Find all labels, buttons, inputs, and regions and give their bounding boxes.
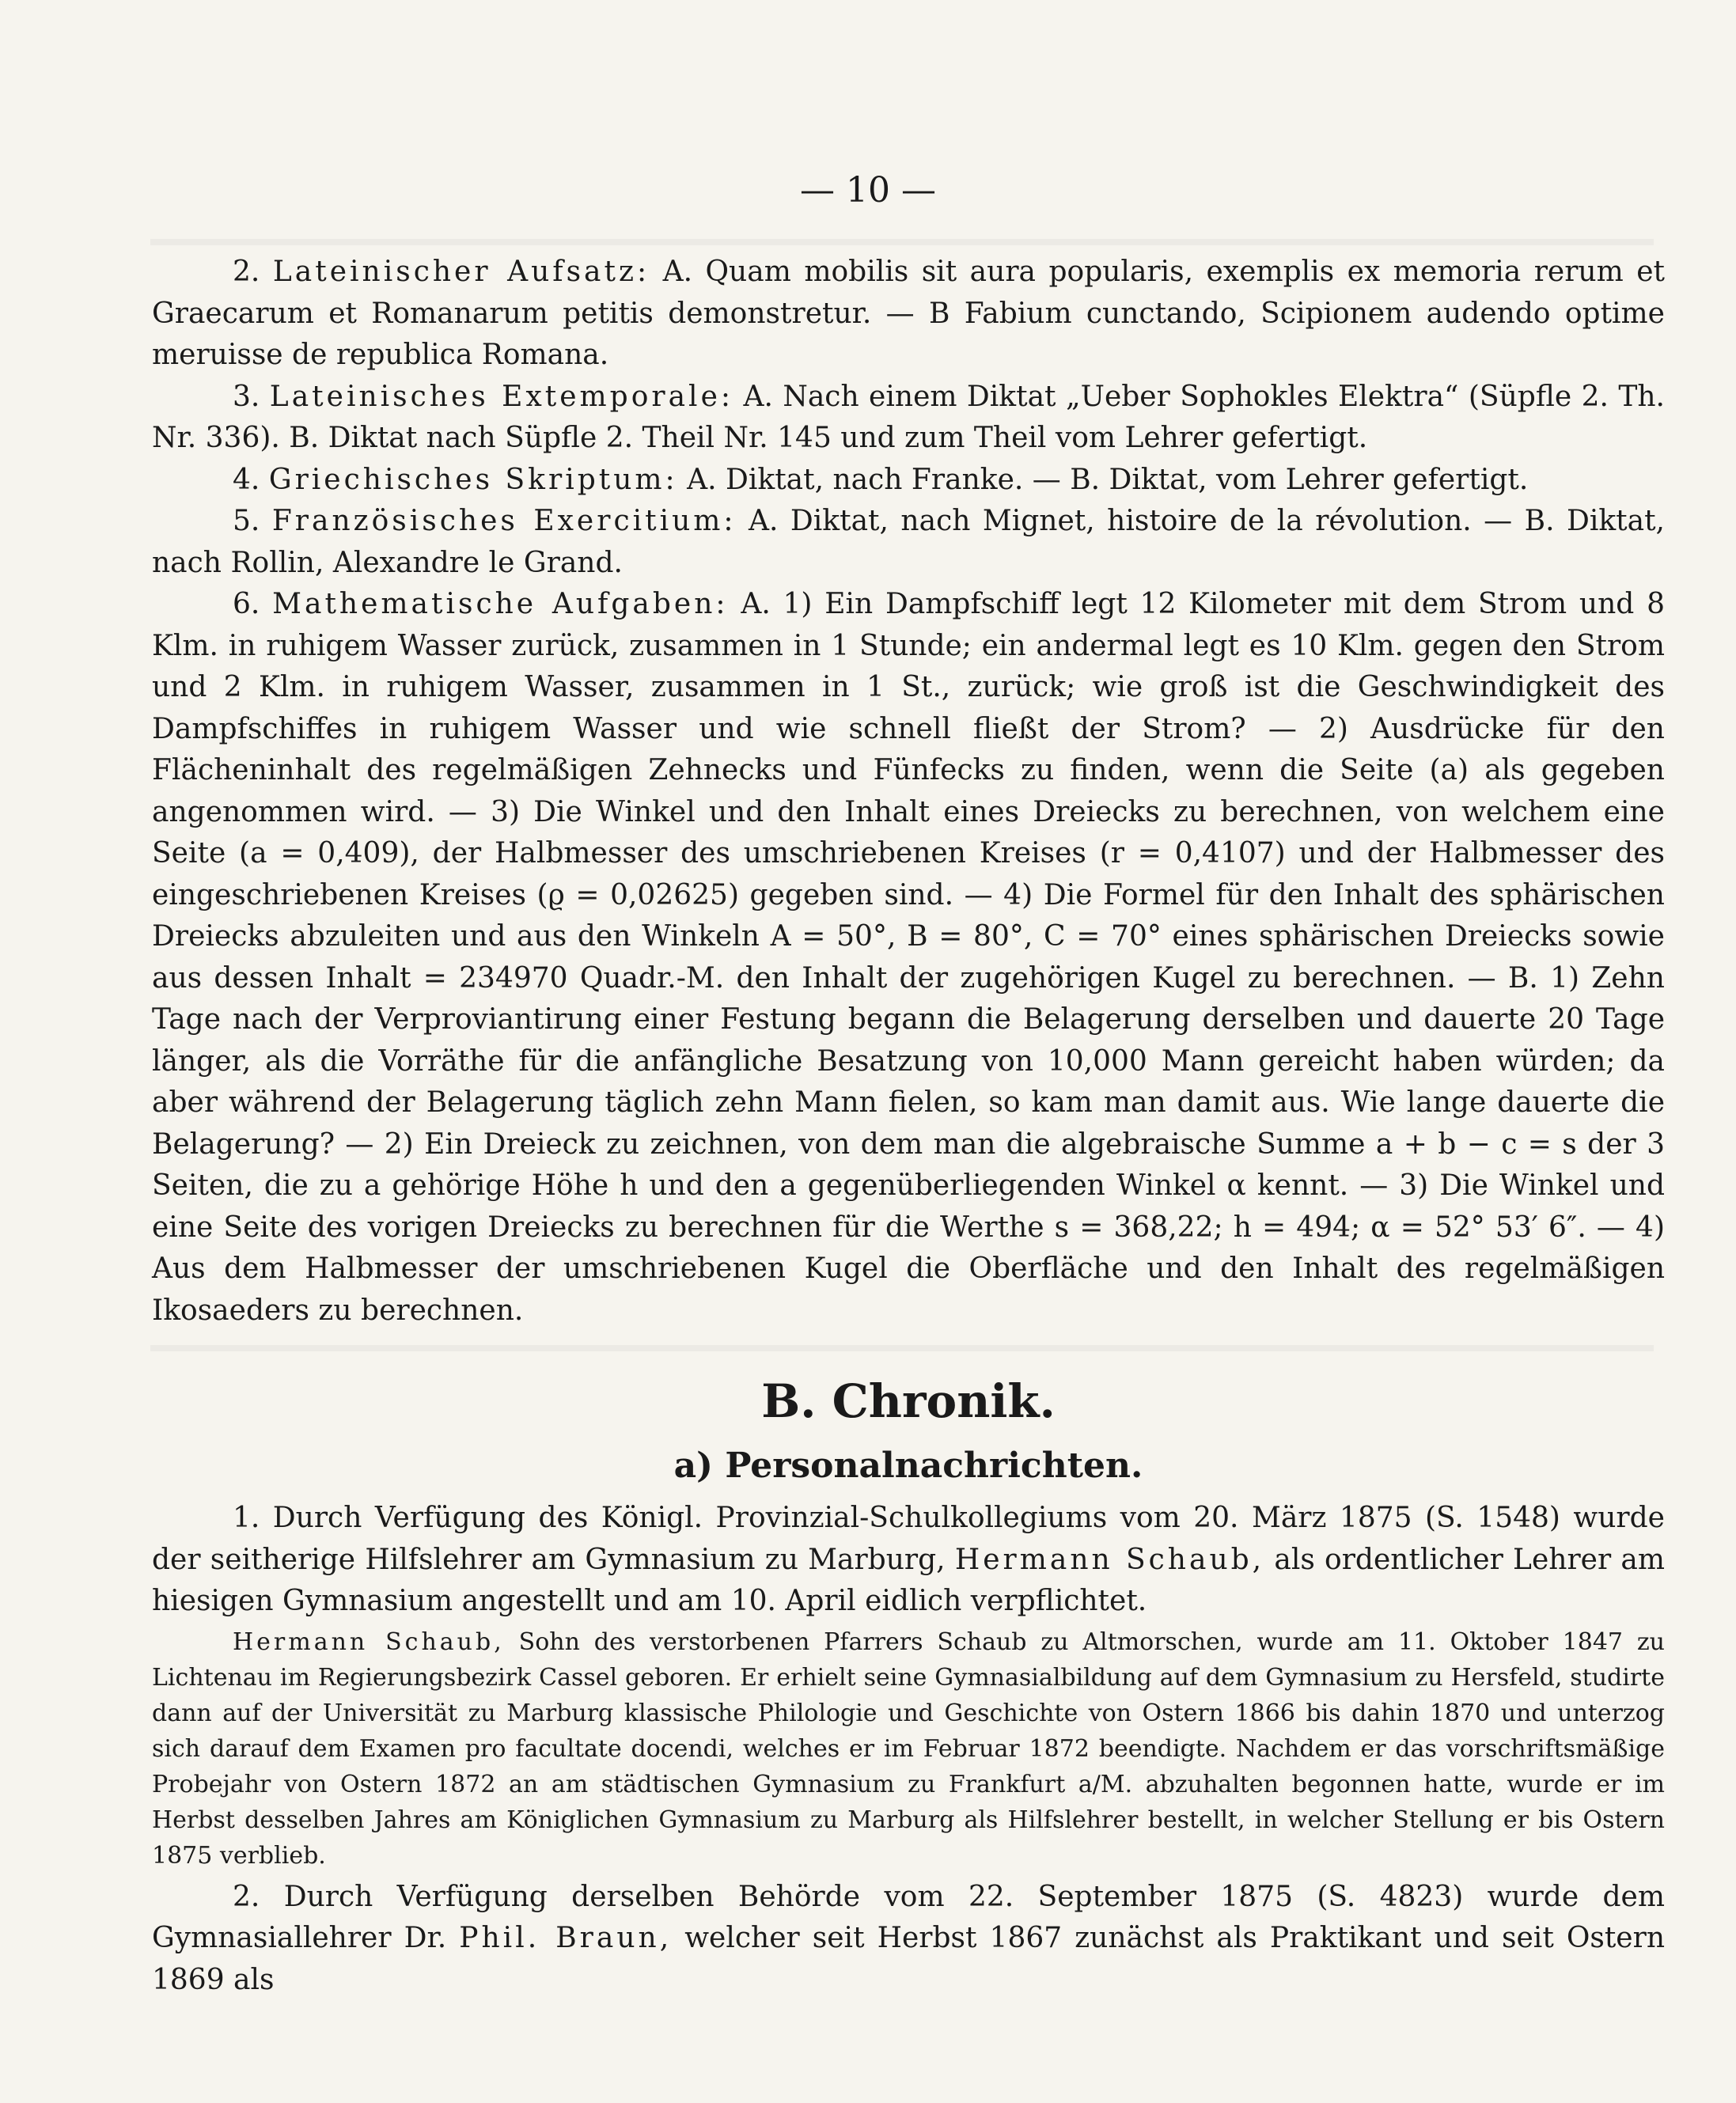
- chronik-item-2: [152, 1877, 1665, 2002]
- task-text: A. Nach einem Diktat „Ueber Sophokles Elektra“ (Süpfle 2. Th. Nr. 336). B. Diktat nach Süpfle 2. Theil Nr. 145 und zum Theil vom Lehrer gefertigt.: [152, 380, 1665, 454]
- item-tail: welcher seit Herbst 1867 zunächst als Praktikant und seit Ostern 1869 als: [152, 1922, 1666, 1996]
- item-tail: als ordentlicher Lehrer am hiesigen Gymnasium angestellt und am 10. April eidlich verpflichtet.: [152, 1543, 1665, 1617]
- bio-text: Sohn des verstorbenen Pfarrers Schaub zu Altmorschen, wurde am 11. Oktober 1847 zu Lichtenau im Regierungsbezirk Cassel geboren. Er erhielt seine Gymnasialbildung auf dem Gymnasium zu Hersfeld, studirte dann auf der Universität zu Marburg klassische Philologie und Geschichte von Ostern 1866 bis dahin 1870 und unterzog sich darauf dem Examen pro facultate docendi, welches er im Februar 1872 beendigte. Nachdem er das vorschriftsmäßige Probejahr von Ostern 1872 an am städtischen Gymnasium zu Frankfurt a/M. abzuhalten begonnen hatte, wurde er im Herbst desselben Jahres am Königlichen Gymnasium zu Marburg als Hilfslehrer bestellt, in welcher Stellung er bis Ostern 1875 verblieb.: [152, 1627, 1666, 1870]
- bleed-through-shadow: [150, 239, 1654, 245]
- bio-name: Hermann Schaub,: [233, 1627, 505, 1656]
- task-title: Mathematische Aufgaben:: [272, 588, 729, 620]
- exam-task-latin-extemporale: [152, 377, 1665, 460]
- exam-task-greek-skriptum: [152, 460, 1665, 502]
- item-lead: 1. Durch Verfügung des Königl. Provinzial-Schulkollegiums vom 20. März 1875 (S. 1548) wurde der seitherige Hilfslehrer am Gymnasium zu Marburg,: [152, 1502, 1665, 1576]
- task-title: Griechisches Skriptum:: [268, 463, 678, 496]
- task-title: Lateinisches Extemporale:: [269, 380, 734, 413]
- task-number: 5.: [233, 505, 260, 537]
- task-text: A. Quam mobilis sit aura popularis, exemplis ex memoria rerum et Graecarum et Romanarum petitis demonstretur. — B Fabium cunctando, Scipionem audendo optime meruisse de republica Romana.: [152, 256, 1666, 371]
- task-number: 4.: [233, 463, 260, 496]
- task-text: A. 1) Ein Dampfschiff legt 12 Kilometer mit dem Strom und 8 Klm. in ruhigem Wasser zurück, zusammen in 1 Stunde; ein andermal legt es 10 Klm. gegen den Strom und 2 Klm. in ruhigem Wasser, zusammen in 1 St., zurück; wie groß ist die Geschwindigkeit des Dampfschiffes in ruhigem Wasser und wie schnell fließt der Strom? — 2) Ausdrücke für den Flächeninhalt des regelmäßigen Zehnecks und Fünfecks zu finden, wenn die Seite (a) als gegeben angenommen wird. — 3) Die Winkel und den Inhalt eines Dreiecks zu berechnen, von welchem eine Seite (a = 0,409), der Halbmesser des umschriebenen Kreises (r = 0,4107) und der Halbmesser des eingeschriebenen Kreises (ϱ = 0,02625) gegeben sind. — 4) Die Formel für den Inhalt des sphärischen Dreiecks abzuleiten und aus den Winkeln A = 50°, B = 80°, C = 70° eines sphärischen Dreiecks sowie aus dessen Inhalt = 234970 Quadr.-M. den Inhalt der zugehörigen Kugel zu berechnen. — B. 1) Zehn Tage nach der Verproviantirung einer Festung begann die Belagerung derselben und dauerte 20 Tage länger, als die Vorräthe für die anfängliche Besatzung von 10,000 Mann gereicht haben würden; da aber während der Belagerung täglich zehn Mann fielen, so kam man damit aus. Wie lange dauerte die Belagerung? — 2) Ein Dreieck zu zeichnen, von dem man die algebraische Summe a + b − c = s der 3 Seiten, die zu a gehörige Höhe h und den a gegenüberliegenden Winkel α kennt. — 3) Die Winkel und eine Seite des vorigen Dreiecks zu berechnen für die Werthe s = 368,22; h = 494; α = 52° 53′ 6″. — 4) Aus dem Halbmesser der umschriebenen Kugel die Oberfläche und den Inhalt des regelmäßigen Ikosaeders zu berechnen.: [152, 588, 1665, 1327]
- task-title: Lateinischer Aufsatz:: [272, 256, 650, 288]
- task-text: A. Diktat, nach Franke. — B. Diktat, vom Lehrer gefertigt.: [687, 463, 1529, 496]
- page-body: [152, 252, 1665, 2001]
- task-number: 6.: [233, 588, 260, 620]
- biography-note: [152, 1624, 1665, 1874]
- chronik-item-1: [152, 1498, 1665, 1623]
- task-number: 3.: [233, 380, 260, 413]
- sub-heading-personalnachrichten: a) Personalnachrichten.: [673, 1446, 1143, 1486]
- task-text: A. Diktat, nach Mignet, histoire de la révolution. — B. Diktat, nach Rollin, Alexandre le Grand.: [152, 505, 1666, 579]
- section-heading-chronik: B. Chronik.: [761, 1374, 1056, 1428]
- exam-task-mathematics: [152, 584, 1665, 1332]
- task-title: Französisches Exercitium:: [271, 505, 737, 537]
- person-name: Hermann Schaub,: [954, 1543, 1265, 1576]
- task-number: 2.: [233, 256, 260, 288]
- person-name: Phil. Braun,: [459, 1922, 673, 1954]
- exam-task-french-exercitium: [152, 501, 1665, 584]
- exam-task-latin-essay: [152, 252, 1665, 377]
- item-lead: 2. Durch Verfügung derselben Behörde vom 22. September 1875 (S. 4823) wurde dem Gymnasiallehrer Dr.: [152, 1880, 1665, 1954]
- page-number: — 10 —: [800, 170, 936, 210]
